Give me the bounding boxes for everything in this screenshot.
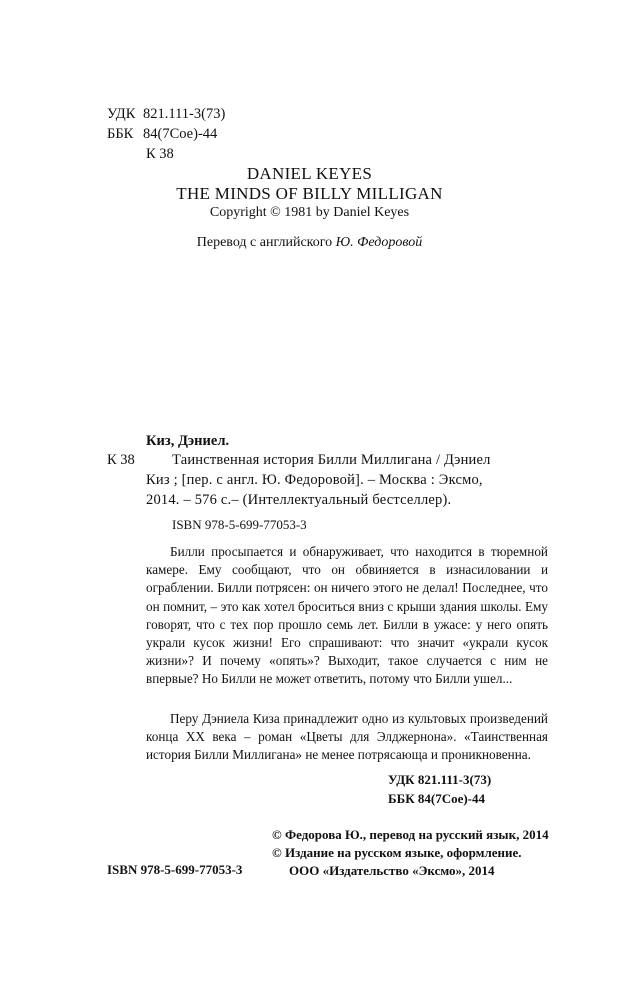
udk-value: 821.111-3(73) [143,106,226,122]
udk-bold: УДК 821.111-3(73) [388,772,492,787]
udk-label: УДК [107,106,136,122]
copyright-line: © Издание на русском языке, оформление. [272,845,522,860]
isbn-bold: ISBN 978-5-699-77053-3 [107,862,243,877]
catalog-mark: К 38 [107,452,135,468]
catalog-line: 2014. – 576 с.– (Интеллектуальный бестселлер). [146,492,452,508]
annotation-paragraph-2: Перу Дэниела Киза принадлежит одно из культовых произведений конца XX века – роман «Цветы для Элджернона». «Таинственная история Билли Миллигана» не менее потрясающа и проникновенна. [146,711,548,763]
original-author: DANIEL KEYES [246,164,373,183]
translator-name: Ю. Федоровой [335,235,423,250]
original-title: THE MINDS OF BILLY MILLIGAN [176,184,443,203]
catalog-isbn: ISBN 978-5-699-77053-3 [172,517,307,532]
translation-credit [0,235,619,251]
original-copyright: Copyright © 1981 by Daniel Keyes [209,205,410,220]
bbk-label: ББК [107,126,134,142]
bbk-bold: ББК 84(7Сое)-44 [388,791,486,806]
catalog-author: Киз, Дэниел. [146,433,230,449]
copyright-line: ООО «Издательство «Эксмо», 2014 [289,863,495,878]
translation-prefix: Перевод с английского [196,235,336,250]
udk-line [107,104,225,124]
catalog-line: Киз ; [пер. с англ. Ю. Федоровой]. – Москва : Эксмо, [146,472,483,488]
copyright-line: © Федорова Ю., перевод на русский язык, 2014 [272,827,549,842]
bbk-value: 84(7Сое)-44 [143,126,218,142]
annotation-paragraph-1: Билли просыпается и обнаруживает, что находится в тюремной камере. Ему сообщают, что он обвиняется в изнасиловании и ограблении. Билли потрясен: он ничего этого не делал! Последнее, что он помнит, – это как хотел броситься вниз с крыши здания школы. Ему говорят, что с тех пор прошло семь лет. Билли в ужасе: у него опять украли кусок жизни! Его спрашивают: что значит «украли кусок жизни»? И почему «опять»? Выходит, такое случается с ним не впервые? Но Билли не может ответить, потому что Билли ушел... [146,544,548,687]
bbk-line [107,124,217,144]
catalog-line: Таинственная история Билли Миллигана / Дэниел [172,452,491,468]
author-mark: К 38 [146,146,174,162]
